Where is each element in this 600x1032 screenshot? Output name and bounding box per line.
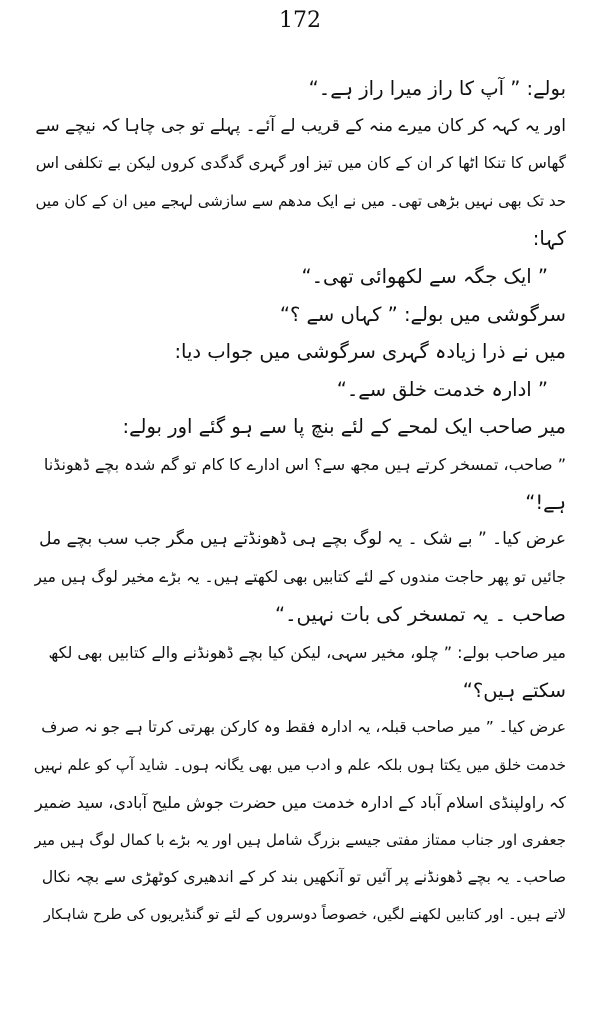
text-line: صاحب۔ یہ بچے ڈھونڈنے پر آئیں تو آنکھیں بند کر کے اندھیری کوٹھڑی سے بچہ نکال bbox=[41, 868, 566, 887]
text-line: میر صاحب بولے: ” چلو، مخیر سہی، لیکن کیا بچے ڈھونڈنے والے کتابیں بھی لکھ bbox=[48, 642, 566, 662]
text-line: لاتے ہیں۔ اور کتابیں لکھنے لگیں، خصوصاً دوسروں کے لئے تو گنڈیریوں کی طرح شاہکار bbox=[43, 907, 566, 924]
text-line: ” ادارہ خدمت خلق سے۔“ bbox=[336, 377, 548, 401]
text-line: سکتے ہیں؟“ bbox=[462, 678, 566, 702]
text-line: عرض کیا۔ ” میر صاحب قبلہ، یہ ادارہ فقط وہ کارکن بھرتی کرتا ہے جو نہ صرف bbox=[41, 718, 566, 737]
text-line: ” صاحب، تمسخر کرتے ہیں مجھ سے؟ اس ادارے کا کام تو گم شدہ بچے ڈھونڈنا bbox=[43, 454, 566, 474]
text-line: خدمت خلق میں یکتا ہوں بلکہ علم و ادب میں بھی یگانہ ہوں۔ شاید آپ کو علم نہیں bbox=[34, 755, 566, 774]
text-line: صاحب ۔ یہ تمسخر کی بات نہیں۔“ bbox=[275, 603, 566, 627]
text-line: عرض کیا۔ ” بے شک ۔ یہ لوگ بچے ہی ڈھونڈتے ہیں مگر جب سب بچے مل bbox=[39, 529, 566, 550]
text-line: ہے!“ bbox=[525, 490, 566, 514]
page-number: 172 bbox=[279, 8, 321, 33]
text-line: میں نے ذرا زیادہ گہری سرگوشی میں جواب دیا: bbox=[174, 340, 566, 364]
text-line: اور یہ کہہ کر کان میرے منہ کے قریب لے آئے۔ پہلے تو جی چاہا کہ نیچے سے bbox=[35, 115, 566, 136]
text-line: جائیں تو پھر حاجت مندوں کے لئے کتابیں بھی لکھتے ہیں۔ یہ بڑے مخیر لوگ ہیں میر bbox=[34, 567, 566, 586]
text-line: میر صاحب ایک لمحے کے لئے بنچ پا سے ہو گئے اور بولے: bbox=[122, 415, 566, 439]
page-body-text bbox=[34, 70, 566, 935]
text-line: جعفری اور جناب ممتاز مفتی جیسے بزرگ شامل ہیں اور یہ بڑے با کمال لوگ ہیں میر bbox=[34, 830, 566, 849]
text-line: کہا: bbox=[532, 227, 566, 251]
text-line: سرگوشی میں بولے: ” کہاں سے ؟“ bbox=[279, 302, 566, 326]
text-line: گھاس کا تنکا اٹھا کر ان کے کان میں تیز اور گہری گدگدی کروں لیکن بے تکلفی اس bbox=[35, 154, 566, 173]
text-line: ” ایک جگہ سے لکھوائی تھی۔“ bbox=[301, 264, 548, 288]
text-line: بولے: ” آپ کا راز میرا راز ہے۔“ bbox=[308, 77, 566, 100]
text-line: کہ راولپنڈی اسلام آباد کے ادارہ خدمت میں حضرت جوش ملیح آبادی، سید ضمیر bbox=[35, 793, 566, 813]
text-line: حد تک بھی نہیں بڑھی تھی۔ میں نے ایک مدھم سے سازشی لہجے میں ان کے کان میں bbox=[35, 191, 566, 210]
